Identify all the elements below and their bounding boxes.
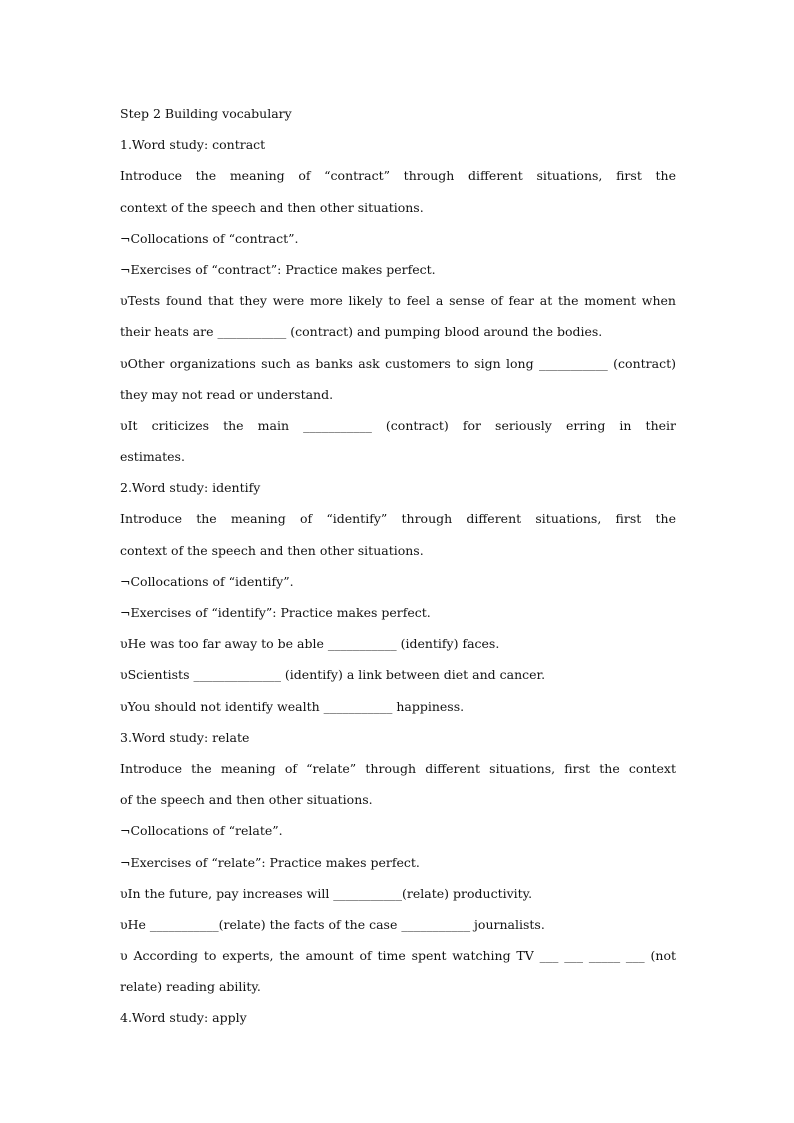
collocations-line: ¬Collocations of “contract”. [120,230,299,246]
exercise-item-cont: relate) reading ability. [120,979,261,995]
exercise-item: υ According to experts, the amount of time spent watching TV ___ ___ _____ ___ (not [120,948,676,964]
exercise-item: υIn the future, pay increases will ___________(relate) productivity. [120,885,533,901]
exercises-line: ¬Exercises of “contract”: Practice makes perfect. [120,261,436,277]
exercises-line: ¬Exercises of “identify”: Practice makes perfect. [120,605,431,620]
exercise-item: υOther organizations such as banks ask customers to sign long ___________ (contract) [120,355,676,371]
paragraph-line: Introduce the meaning of “identify” through different situations, first the [120,511,676,527]
paragraph-line: of the speech and then other situations. [120,792,373,808]
word-study-heading-contract: 1.Word study: contract [120,137,266,153]
exercise-item: υHe ___________(relate) the facts of the case ___________ journalists. [120,916,545,932]
paragraph-line: context of the speech and then other situations. [120,199,424,215]
collocations-line: ¬Collocations of “relate”. [120,823,283,839]
word-study-heading-identify: 2.Word study: identify [120,480,261,496]
exercises-line: ¬Exercises of “relate”: Practice makes perfect. [120,854,420,870]
step-heading: Step 2 Building vocabulary [120,106,292,121]
exercise-item-cont: estimates. [120,449,185,465]
exercise-item: υYou should not identify wealth ___________ happiness. [120,698,465,714]
exercise-item: υIt criticizes the main ___________ (contract) for seriously erring in their [120,417,676,433]
paragraph-line: Introduce the meaning of “relate” through different situations, first the context [120,760,676,776]
word-study-heading-apply: 4.Word study: apply [120,1010,247,1026]
exercise-item-cont: they may not read or understand. [120,386,334,402]
document-page [120,98,676,1034]
word-study-heading-relate: 3.Word study: relate [120,729,250,745]
paragraph-line: context of the speech and then other situations. [120,542,424,558]
collocations-line: ¬Collocations of “identify”. [120,573,294,589]
exercise-item: υScientists ______________ (identify) a link between diet and cancer. [120,667,546,683]
exercise-item: υTests found that they were more likely to feel a sense of fear at the moment when [120,293,676,309]
paragraph-line: Introduce the meaning of “contract” through different situations, first the [120,168,676,184]
exercise-item-cont: their heats are ___________ (contract) and pumping blood around the bodies. [120,324,603,340]
exercise-item: υHe was too far away to be able ___________ (identify) faces. [120,636,500,652]
